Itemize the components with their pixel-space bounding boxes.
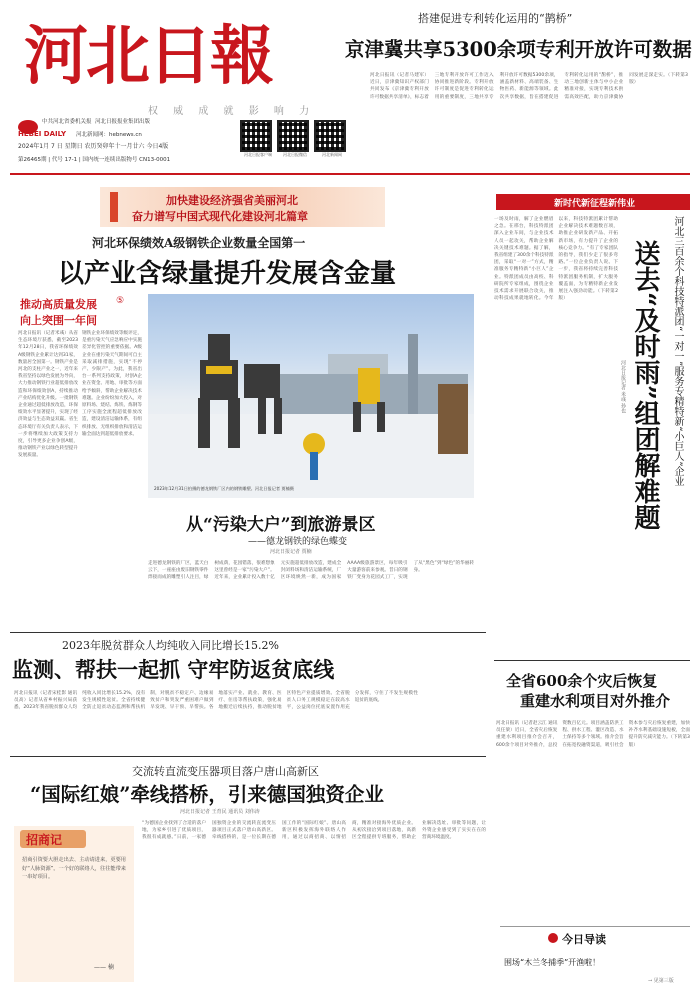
sponsor-line: 中共河北省委机关报 河北日报报业集团出版 [42,119,151,125]
issue-line: 第26465期 | 代号 17-1 | 国内统一连续出版物号 CN13-0001 [18,157,171,163]
sidebar-headline-big: 送去“及时雨”组团解难题 [630,240,660,530]
lead-kicker: 河北环保绩效A级钢铁企业数量全国第一 [92,236,306,250]
disaster-headline-2: 重建水利项目对外推介 [520,692,671,710]
poverty-kicker: 2023年脱贫群众人均纯收入同比增长15.2% [62,639,279,652]
bottom-body: “为德国企业找到了合适的落户地，为家乡引进了优质项目，我很有成就感。”日前，一家德国独资企业的交流转直流变压器项目正式落户唐山高新区。牵线搭桥的，是一位长期在德国工作的“国际红娘”。唐山高新区积极发挥海外联络人作用，通过以商招商、以情招商，精准对接海外优质企业。从初次接洽到项目落地，高新区全程提供专班服务，帮助企业解决选址、审批等问题，让外资企业感受到了实实在在的营商环境温度。 [142,821,486,841]
banner-line-2: 奋力谱写中国式现代化建设河北篇章 [132,210,308,223]
banner [100,187,385,227]
lead-photo [148,294,474,498]
zhaoshang-sign: —— 楠 [94,964,114,971]
sidebar-byline: 河北日报记者 米彧 孙也 [620,360,626,414]
bottom-headline: “国际红娘”牵线搭桥，引来德国独资企业 [30,783,384,806]
feature-byline: 河北日报记者 贾楠 [270,549,312,555]
section-divider-3 [10,756,486,757]
poverty-headline: 监测、帮扶一起抓 守牢防返贫底线 [12,657,335,682]
qr-code-icon [314,120,346,152]
bottom-byline: 河北日报记者 王育民 通讯员 刘伟涛 [180,809,260,815]
newspaper-logo: 河北日報 [24,19,272,94]
sidebar-label: 新时代新征程新伟业 [554,199,636,209]
date-line: 2024年1月 7 日 星期日 农历癸卯年十一月廿六 今日4版 [18,143,169,150]
sidebar-body: 一场及时雨，解了企业燃眉之急。在邢台，科技特派团深入企业车间，与企业技术人员一起攻关，帮助企业解决关键技术难题。据了解，我省组建了300余个科技特派团，采取“一对一”方式，精准服务专精特新“小巨人”企业。特派团成员由高校、科研院所专家组成，围绕企业技术需求开展联合攻关，推动科技成果就地转化。今年以来，科技特派团累计帮助企业解决技术难题数百项，助推企业研发新产品、开拓新市场，有力提升了企业的核心竞争力。“有了专家团队的指导，我们少走了很多弯路。”一位企业负责人说。下一步，我省将持续完善科技特派团服务机制，扩大服务覆盖面，为专精特新企业发展注入强劲动能。（下转第2版） [494,217,618,302]
top-story-body: 河北日报讯（记者马建军）近日，京津冀知识产权部门共同发布《京津冀专利开放许可数据共享清单》，标志着三地专利开放许可工作迈入协同推进新阶段。专利开放许可制度是促进专利转化运用的重要制度，三地共享专利开放许可数据5300余项，涵盖新材料、高端装备、生物医药、新能源等领域。此次共享数据，旨在搭建促进专利转化运用的“鹊桥”，推动三地创新主体与中小企业精准对接，实现专利技术供需高效匹配，助力京津冀协同发展走深走实。（下转第3版） [370,73,688,100]
qr-code-icon [277,120,309,152]
lead-body-col-1: 河北日报讯（记者米彧）从省生态环境厅获悉，截至2023年12月28日，我省环保绩效A级钢铁企业累计达到31家，数量居全国第一。钢铁产业是河北的支柱产业之一，近年来我省坚持以绿色发展为导向，大力推动钢铁行业超低排放改造和环保绩效创A，持续推动产业结构优化升级。一批钢铁企业通过超低排放改造，环保绩效水平显著提升，实现了经济效益与生态效益双赢。省生态环境厅有关负责人表示，下一步将继续加大政策支持力度，引导更多企业争创A级，推动钢铁产业以绿色转型提升发展质量。 [18,331,78,459]
qr-code-1[interactable]: 河北日报客户端 [240,120,276,158]
zhaoshang-box [14,826,134,982]
feature-subheadline: ——德龙钢铁的绿色蝶变 [248,537,348,547]
banner-flag-icon [110,192,118,222]
section-divider-1 [10,632,486,633]
poverty-body: 河北日报讯（记者宋桂影 通讯员高）记者从省乡村振兴局获悉，2023年我省脱贫群众人均纯收入同比增长15.2%，没有发生规模性返贫。全省持续健全防止返贫动态监测和帮扶机制，对脱贫不稳定户、边缘易致贫户和突发严重困难户做到早发现、早干预、早帮扶。各地落实产业、就业、教育、医疗、住房等帮扶政策，强化易地搬迁后续扶持，推动脱贫地区特色产业提质增效。全省脱贫人口务工规模稳定在较高水平，公益岗位托底安置作用充分发挥，守住了不发生规模性返贫的底线。 [14,691,418,711]
sidebar-label-bar [496,194,690,210]
lead-headline: 以产业含绿量提升发展含金量 [58,259,397,289]
top-story-kicker: 搭建促进专利转化运用的“鹊桥” [418,12,573,25]
today-guide-title: 今日导读 [562,933,606,946]
column-title-2: 向上突围一年间 [20,314,97,327]
zhaoshang-body: 招商引资要大胆走出去、主动请进来，更要用好“人脉资源”。一个好的联络人，往往能带来一串好项目。 [22,857,126,880]
disaster-body: 河北日报讯（记者赵云江 通讯员任梁）近日，全省灾后恢复重建水利项目推介会召开，600余个项目对外推介，总投资数百亿元。项目涵盖防洪工程、供水工程、灌区改造、水土保持等多个领域。推介会旨在拓宽投融资渠道，吸引社会资本参与灾后恢复重建，加快补齐水利基础设施短板，全面提升防灾减灾能力。（下转第3版） [496,721,690,748]
top-story-headline: 京津冀共享5300余项专利开放许可数据 [345,38,692,61]
disaster-headline-1: 全省600余个灾后恢复 [506,672,658,690]
website-line[interactable]: 河北新闻网：hebnews.cn [76,132,142,138]
photo-caption: 2023年12月31日拍摄的德龙钢铁厂区内的钢铁雕塑。河北日报记者 贾楠摄 [154,486,294,491]
steel-sculpture-scene [148,294,474,498]
qr-code-2[interactable]: 河北日报微信 [277,120,313,158]
banner-line-1: 加快建设经济强省美丽河北 [166,194,298,207]
column-number: ⑤ [116,296,125,306]
today-guide-item[interactable]: 围场“木兰冬捕季”开渔啦！ [504,958,601,967]
qr-code-3[interactable]: 河北新闻网 [314,120,350,158]
feature-body: 走进德龙钢铁的厂区，蓝天白云下，一座座由废旧钢铁零件焊接而成的雕塑引人注目，绿树成荫，花园错落，很难想象这里曾经是一家“污染大户”。近年来，企业累计投入数十亿元实施超低排放改造，建成全封闭料场和清洁运输系统，厂区环境焕然一新，成为国家AAAA级旅游景区，每年吸引大量游客前来参观。昔日的钢铁厂变身为花园式工厂，实现了从“黑色”到“绿色”的华丽转身。 [148,561,474,581]
masthead [10,14,320,117]
masthead-slogan: 权 威 成 就 影 响 力 [148,106,316,117]
feature-headline: 从“污染大户”到旅游景区 [186,515,376,535]
bullet-icon [548,933,558,943]
today-guide [500,926,690,989]
sidebar-headline-small: 河北三百余个科技特派团“一对一”服务专精特新“小巨人”企业 [672,216,683,487]
bottom-kicker: 交流转直流变压器项目落户唐山高新区 [132,765,319,778]
today-guide-page[interactable]: → 见第三版 [648,978,674,984]
lead-body-col-2: 钢铁企业环保绩效等级评定，是重污染天气应急响应中实施差异化管控的重要依据。A级企业在重污染天气期间可自主采取减排措施，实现“不停产、少限产”。为此，我省出台一系列支持政策，对创A企业在资金、用地、审批等方面给予倾斜，帮助企业解决技术难题。企业纷纷加大投入，对原料场、烧结、炼铁、炼钢等工序实施全流程超低排放改造，建设清洁运输体系，有组织排放、无组织排放和清洁运输全面达到超低排放要求。 [82,331,142,437]
column-title-box [20,296,132,328]
column-title-1: 推动高质量发展 [20,298,97,311]
zhaoshang-title: 招商记 [26,833,63,847]
section-divider-2 [494,660,690,661]
qr-code-icon [240,120,272,152]
masthead-divider [10,173,690,175]
english-name: HEBEI DAILY [18,130,67,138]
